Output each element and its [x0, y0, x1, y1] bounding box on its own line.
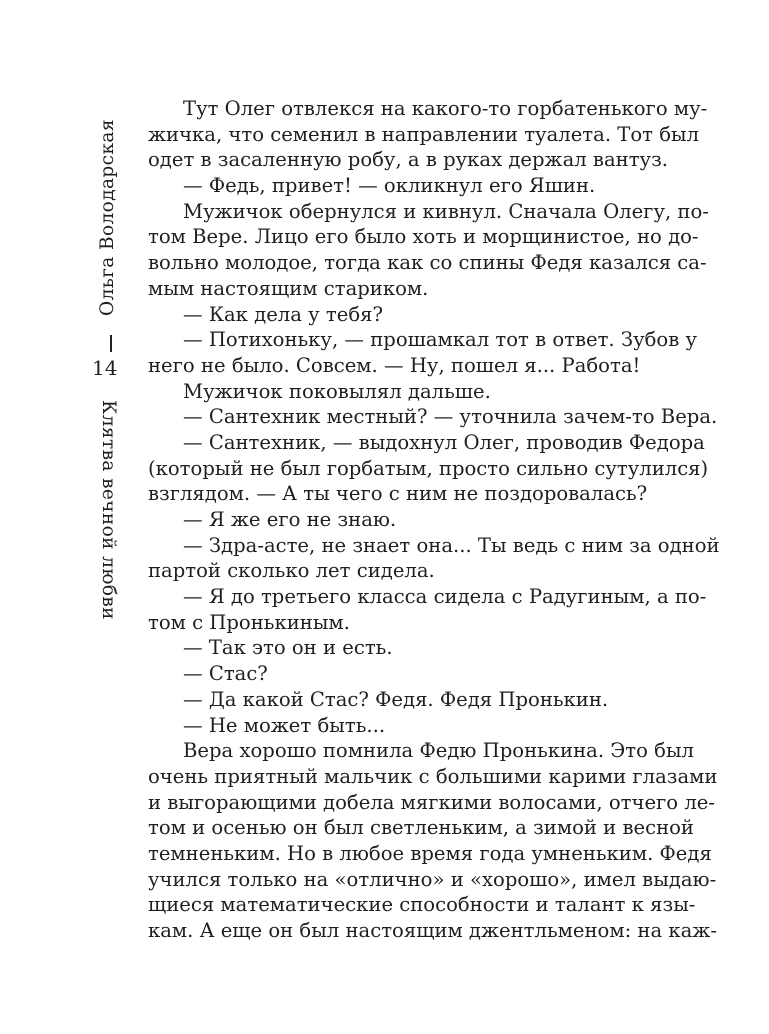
text-line: кам. А еще он был настоящим джентльменом: на каж-: [148, 919, 717, 942]
text-line: — Я до третьего класса сидела с Радугиным, а по-: [183, 585, 707, 609]
text-line: Мужичок обернулся и кивнул. Сначала Олегу, по-: [183, 199, 709, 223]
text-line: — Сантехник, — выдохнул Олег, проводив Федора: [183, 430, 705, 454]
text-line: том Вере. Лицо его было хоть и морщинистое, но до-: [148, 225, 699, 249]
text-line: очень приятный мальчик с большими карими глазами: [148, 764, 718, 788]
text-line: — Так это он и есть.: [183, 636, 393, 660]
text-line: Мужичок поковылял дальше.: [183, 379, 491, 403]
text-line: Тут Олег отвлекся на какого-то горбатенького му-: [183, 97, 708, 120]
text-line: мым настоящим стариком.: [148, 276, 429, 300]
text-line: (который не был горбатым, просто сильно сутулился): [148, 456, 709, 480]
text-line: темненьким. Но в любое время года умненьким. Федя: [148, 841, 712, 865]
text-line: жичка, что семенил в направлении туалета. Тот был: [148, 122, 700, 146]
text-line: — Федь, привет! — окликнул его Яшин.: [183, 174, 596, 198]
text-line: том и осенью он был светленьким, а зимой и весной: [148, 816, 694, 840]
text-line: — Не может быть...: [183, 713, 386, 737]
body-text: [148, 96, 720, 944]
text-line: него не было. Совсем. — Ну, пошел я... Работа!: [148, 353, 641, 377]
text-line: учился только на «отлично» и «хорошо», имел выдаю-: [148, 867, 717, 891]
text-line: партой сколько лет сидела.: [148, 559, 435, 583]
text-line: — Как дела у тебя?: [183, 302, 384, 326]
running-head-book-title: Клятва вечной любви: [98, 400, 119, 620]
running-head-author: Ольга Володарская: [97, 119, 118, 316]
text-line: и выгорающими добела мягкими волосами, отчего ле-: [148, 790, 715, 814]
running-head-divider: [110, 335, 112, 352]
text-line: — Сантехник местный? — уточнила зачем-то Вера.: [183, 405, 718, 429]
text-line: — Да какой Стас? Федя. Федя Пронькин.: [183, 687, 609, 711]
text-line: — Стас?: [183, 662, 268, 686]
text-line: щиеся математические способности и талант к язы-: [148, 893, 696, 917]
text-line: — Потихоньку, — прошамкал тот в ответ. Зубов у: [183, 328, 698, 352]
text-line: одет в засаленную робу, а в руках держал вантуз.: [148, 148, 668, 172]
text-line: взглядом. — А ты чего с ним не поздоровалась?: [148, 482, 648, 506]
text-line: Вера хорошо помнила Федю Пронькина. Это был: [183, 739, 695, 763]
text-line: том с Пронькиным.: [148, 610, 350, 634]
text-line: вольно молодое, тогда как со спины Федя казался са-: [148, 251, 707, 275]
text-line: — Я же его не знаю.: [183, 508, 397, 531]
page-number: 14: [92, 356, 118, 380]
text-line: — Здра-асте, не знает она... Ты ведь с ним за одной: [183, 533, 720, 557]
